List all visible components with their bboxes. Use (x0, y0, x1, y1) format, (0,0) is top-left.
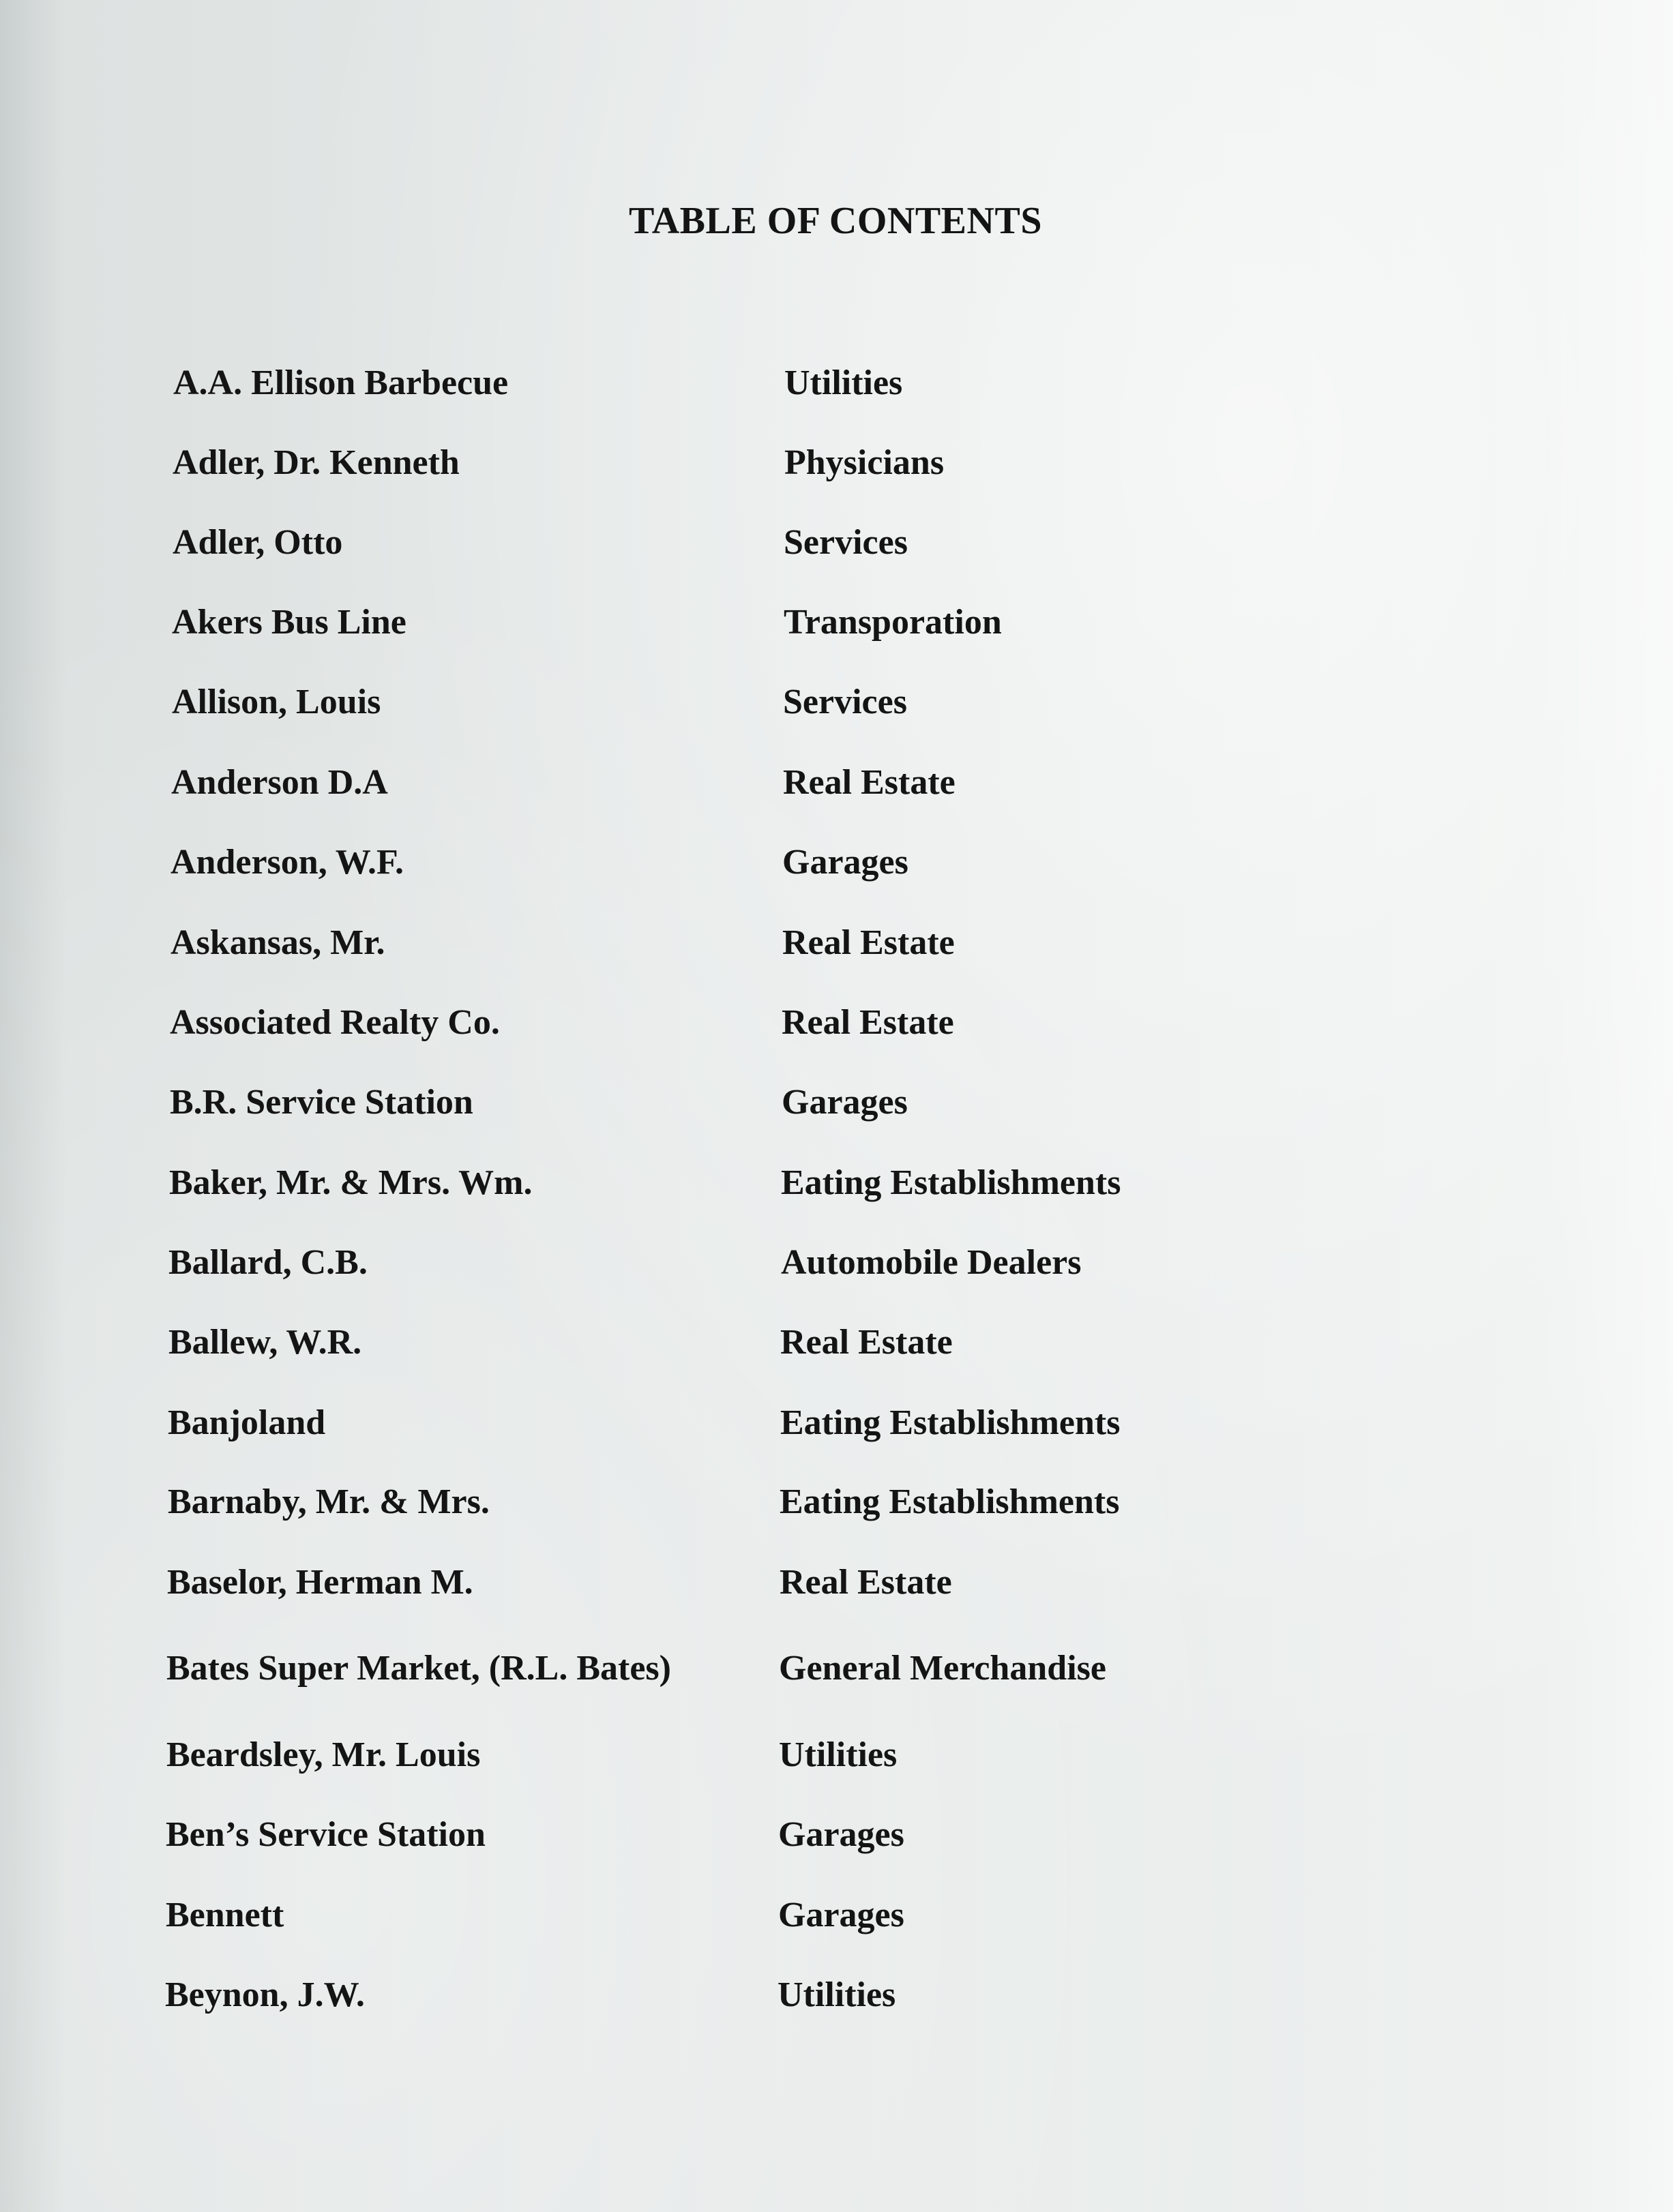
toc-entry (0, 1728, 1673, 1782)
entry-name: Beardsley, Mr. Louis (166, 1735, 481, 1774)
toc-entry (0, 1236, 1673, 1290)
entry-name: Adler, Dr. Kenneth (173, 443, 460, 482)
entry-category: Physicians (784, 443, 945, 482)
entry-category: Utilities (778, 1975, 896, 2014)
entry-name: Associated Realty Co. (170, 1003, 500, 1042)
entry-category: Eating Establishments (780, 1403, 1121, 1442)
entry-category: Automobile Dealers (781, 1243, 1082, 1282)
entry-category: Real Estate (780, 1323, 953, 1362)
entry-category: Eating Establishments (780, 1482, 1120, 1521)
toc-entry (0, 356, 1673, 410)
entry-name: B.R. Service Station (170, 1083, 473, 1122)
toc-entry (0, 1475, 1673, 1529)
entry-name: Barnaby, Mr. & Mrs. (168, 1482, 490, 1521)
entry-name: Baselor, Herman M. (167, 1563, 473, 1602)
entry-category: Services (784, 523, 908, 562)
toc-entry (0, 1641, 1673, 1696)
entry-category: Garages (778, 1896, 904, 1934)
entry-category: Eating Establishments (781, 1163, 1121, 1202)
entry-name: Bennett (166, 1896, 284, 1934)
entry-name: Anderson D.A (171, 763, 388, 802)
entry-name: Bates Super Market, (R.L. Bates) (166, 1649, 671, 1688)
entry-name: Ballew, W.R. (168, 1323, 362, 1362)
entry-name: Adler, Otto (173, 523, 343, 562)
entry-name: Ben’s Service Station (166, 1815, 486, 1854)
entry-name: Banjoland (168, 1403, 326, 1442)
entry-name: A.A. Ellison Barbecue (173, 363, 509, 402)
entry-name: Anderson, W.F. (171, 843, 404, 882)
entry-category: General Merchandise (779, 1649, 1106, 1688)
entry-category: Real Estate (782, 923, 955, 962)
entry-category: Garages (778, 1815, 904, 1854)
entry-category: Real Estate (782, 1003, 954, 1042)
entry-category: Utilities (779, 1735, 898, 1774)
entry-category: Transporation (784, 603, 1002, 642)
toc-entry (0, 1555, 1673, 1610)
entry-category: Services (783, 683, 907, 721)
toc-entry (0, 1968, 1673, 2022)
toc-entry (0, 515, 1673, 570)
toc-entry (0, 436, 1673, 490)
entry-category: Garages (782, 1083, 908, 1122)
toc-entry (0, 996, 1673, 1050)
page-title-text: TABLE OF CONTENTS (629, 200, 1042, 242)
toc-entry (0, 1808, 1673, 1862)
toc-entry (0, 1396, 1673, 1450)
toc-entry (0, 756, 1673, 810)
entry-name: Ballard, C.B. (168, 1243, 368, 1282)
entry-name: Beynon, J.W. (165, 1975, 365, 2014)
toc-entry (0, 1888, 1673, 1943)
toc-entry (0, 675, 1673, 730)
entry-name: Allison, Louis (172, 683, 381, 721)
entry-name: Askansas, Mr. (171, 923, 385, 962)
entry-category: Garages (782, 843, 908, 882)
entry-category: Real Estate (783, 763, 956, 802)
entry-name: Akers Bus Line (172, 603, 406, 642)
toc-entry (0, 1156, 1673, 1210)
entry-category: Real Estate (780, 1563, 952, 1602)
entry-name: Baker, Mr. & Mrs. Wm. (169, 1163, 533, 1202)
toc-entry (0, 916, 1673, 970)
entry-category: Utilities (784, 363, 903, 402)
toc-entry (0, 595, 1673, 650)
toc-entry (0, 835, 1673, 890)
toc-entry (0, 1315, 1673, 1370)
toc-entry (0, 1075, 1673, 1130)
